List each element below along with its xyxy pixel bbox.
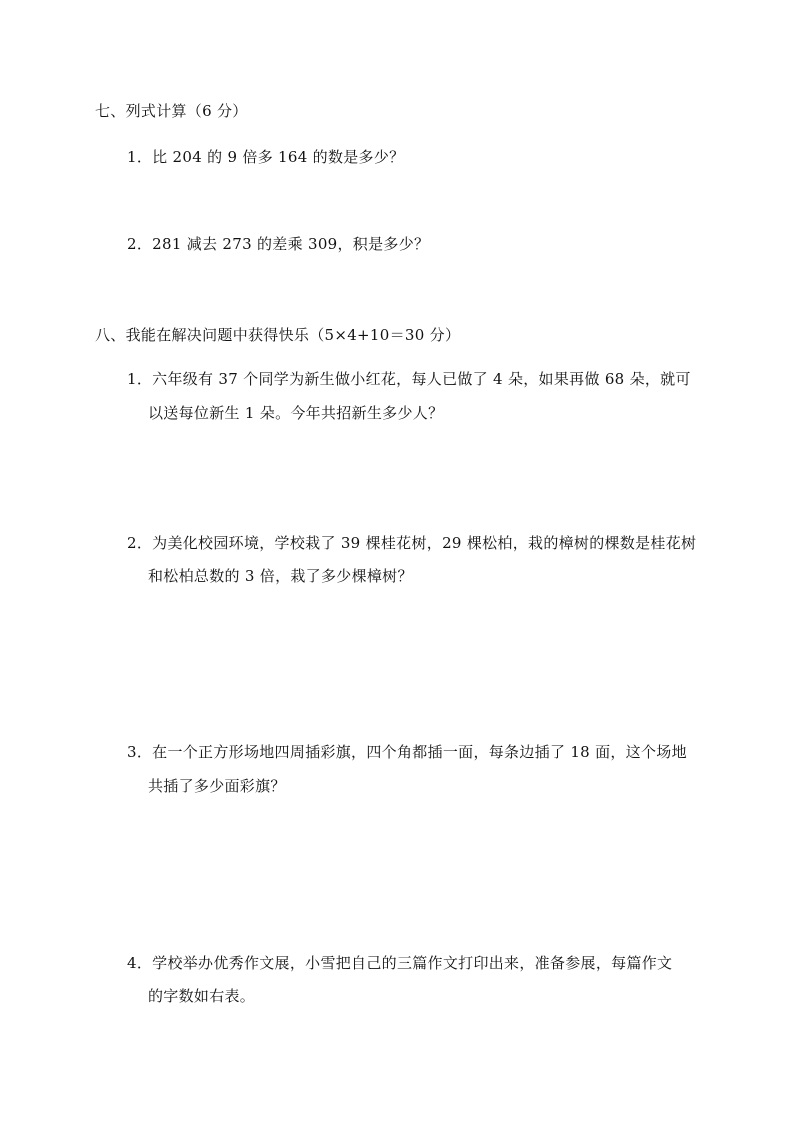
section-8-question-2-line-1: 2．为美化校园环境，学校栽了 39 棵桂花树，29 棵松柏，栽的樟树的棵数是桂花树 [127,534,697,552]
section-8-question-3-line-2: 共插了多少面彩旗？ [148,777,286,795]
section-8-question-4-line-1: 4．学校举办优秀作文展，小雪把自己的三篇作文打印出来，准备参展，每篇作文 [127,954,673,972]
section-8-question-1-line-2: 以送每位新生 1 朵。今年共招新生多少人？ [148,404,444,422]
section-7-question-1: 1．比 204 的 9 倍多 164 的数是多少？ [127,148,405,166]
section-8-question-1-line-1: 1．六年级有 37 个同学为新生做小红花，每人已做了 4 朵，如果再做 68 朵，就可 [127,370,691,388]
section-7-title: 七、列式计算（6 分） [95,102,248,120]
section-7-question-2: 2．281 减去 273 的差乘 309，积是多少？ [127,235,430,253]
section-8-question-3-line-1: 3．在一个正方形场地四周插彩旗，四个角都插一面，每条边插了 18 面，这个场地 [127,743,687,761]
section-8-question-4-line-2: 的字数如右表。 [148,987,256,1005]
section-8-question-2-line-2: 和松柏总数的 3 倍，栽了多少棵樟树？ [148,567,413,585]
section-8-title: 八、我能在解决问题中获得快乐（5×4+10＝30 分） [95,326,461,344]
